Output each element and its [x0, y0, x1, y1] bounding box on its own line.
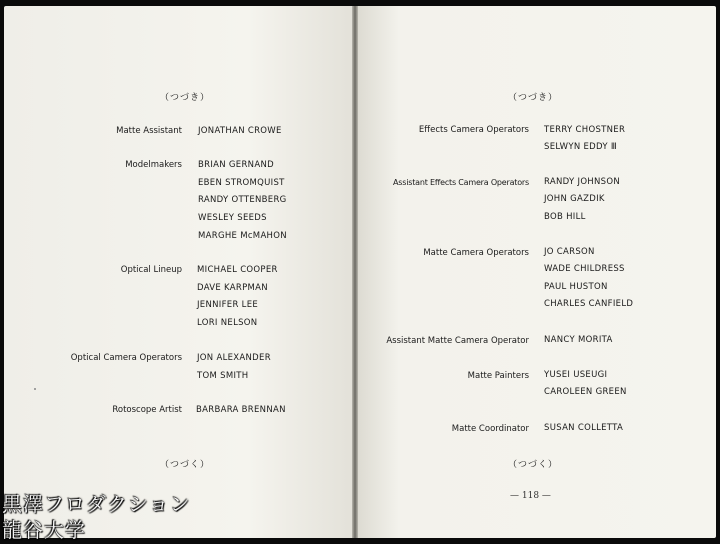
- credit-name: JO CARSON: [544, 247, 595, 257]
- credit-role: Matte Painters: [467, 371, 529, 381]
- credit-role: Effects Camera Operators: [418, 125, 529, 135]
- credit-name: WADE CHILDRESS: [544, 264, 625, 274]
- credit-name: LORI NELSON: [197, 318, 258, 328]
- credit-name: NANCY MORITA: [544, 335, 613, 345]
- credit-name: SELWYN EDDY Ⅲ: [544, 142, 618, 152]
- watermark-line-2: 龍谷大学: [2, 518, 86, 542]
- credit-name: BOB HILL: [544, 212, 586, 222]
- credit-name: TERRY CHOSTNER: [544, 125, 626, 135]
- credit-name: CAROLEEN GREEN: [544, 387, 627, 397]
- credit-name: JENNIFER LEE: [197, 300, 259, 310]
- watermark-line-1: 黒澤フロダクション: [2, 492, 191, 516]
- right-footer-continues: （つづく）: [508, 460, 559, 470]
- credit-name: JONATHAN CROWE: [198, 126, 282, 136]
- credit-name: BRIAN GERNAND: [198, 160, 274, 170]
- credit-role: Optical Camera Operators: [70, 353, 182, 363]
- page-smudge: [34, 388, 36, 390]
- credit-role: Matte Coordinator: [451, 424, 529, 434]
- credit-name: JOHN GAZDIK: [544, 194, 605, 204]
- right-header-continued: （つづき）: [508, 93, 559, 103]
- credit-name: EBEN STROMQUIST: [198, 178, 285, 188]
- credit-name: YUSEI USEUGI: [544, 370, 608, 380]
- credit-name: RANDY OTTENBERG: [198, 195, 287, 205]
- credit-name: RANDY JOHNSON: [544, 177, 621, 187]
- page-number: — 118 —: [510, 491, 551, 501]
- credit-name: SUSAN COLLETTA: [544, 423, 624, 433]
- credit-name: DAVE KARPMAN: [197, 283, 268, 293]
- credit-name: BARBARA BRENNAN: [196, 405, 286, 415]
- credit-role: Optical Lineup: [120, 265, 182, 275]
- credit-name: JON ALEXANDER: [197, 353, 271, 363]
- credit-name: MICHAEL COOPER: [197, 265, 278, 275]
- credit-role: Assistant Effects Camera Operators: [393, 178, 529, 187]
- book-gutter: [352, 6, 358, 538]
- credit-role: Assistant Matte Camera Operator: [386, 336, 529, 346]
- credit-role: Rotoscope Artist: [112, 405, 182, 415]
- credit-role: Matte Assistant: [116, 126, 182, 136]
- credit-name: WESLEY SEEDS: [198, 213, 267, 223]
- left-footer-continues: （つづく）: [160, 460, 211, 470]
- credit-name: MARGHE McMAHON: [198, 231, 287, 241]
- credit-role: Modelmakers: [125, 160, 182, 170]
- left-header-continued: （つづき）: [160, 93, 211, 103]
- credit-name: CHARLES CANFIELD: [544, 299, 634, 309]
- credit-role: Matte Camera Operators: [423, 248, 529, 258]
- credit-name: PAUL HUSTON: [544, 282, 608, 292]
- credit-name: TOM SMITH: [197, 371, 249, 381]
